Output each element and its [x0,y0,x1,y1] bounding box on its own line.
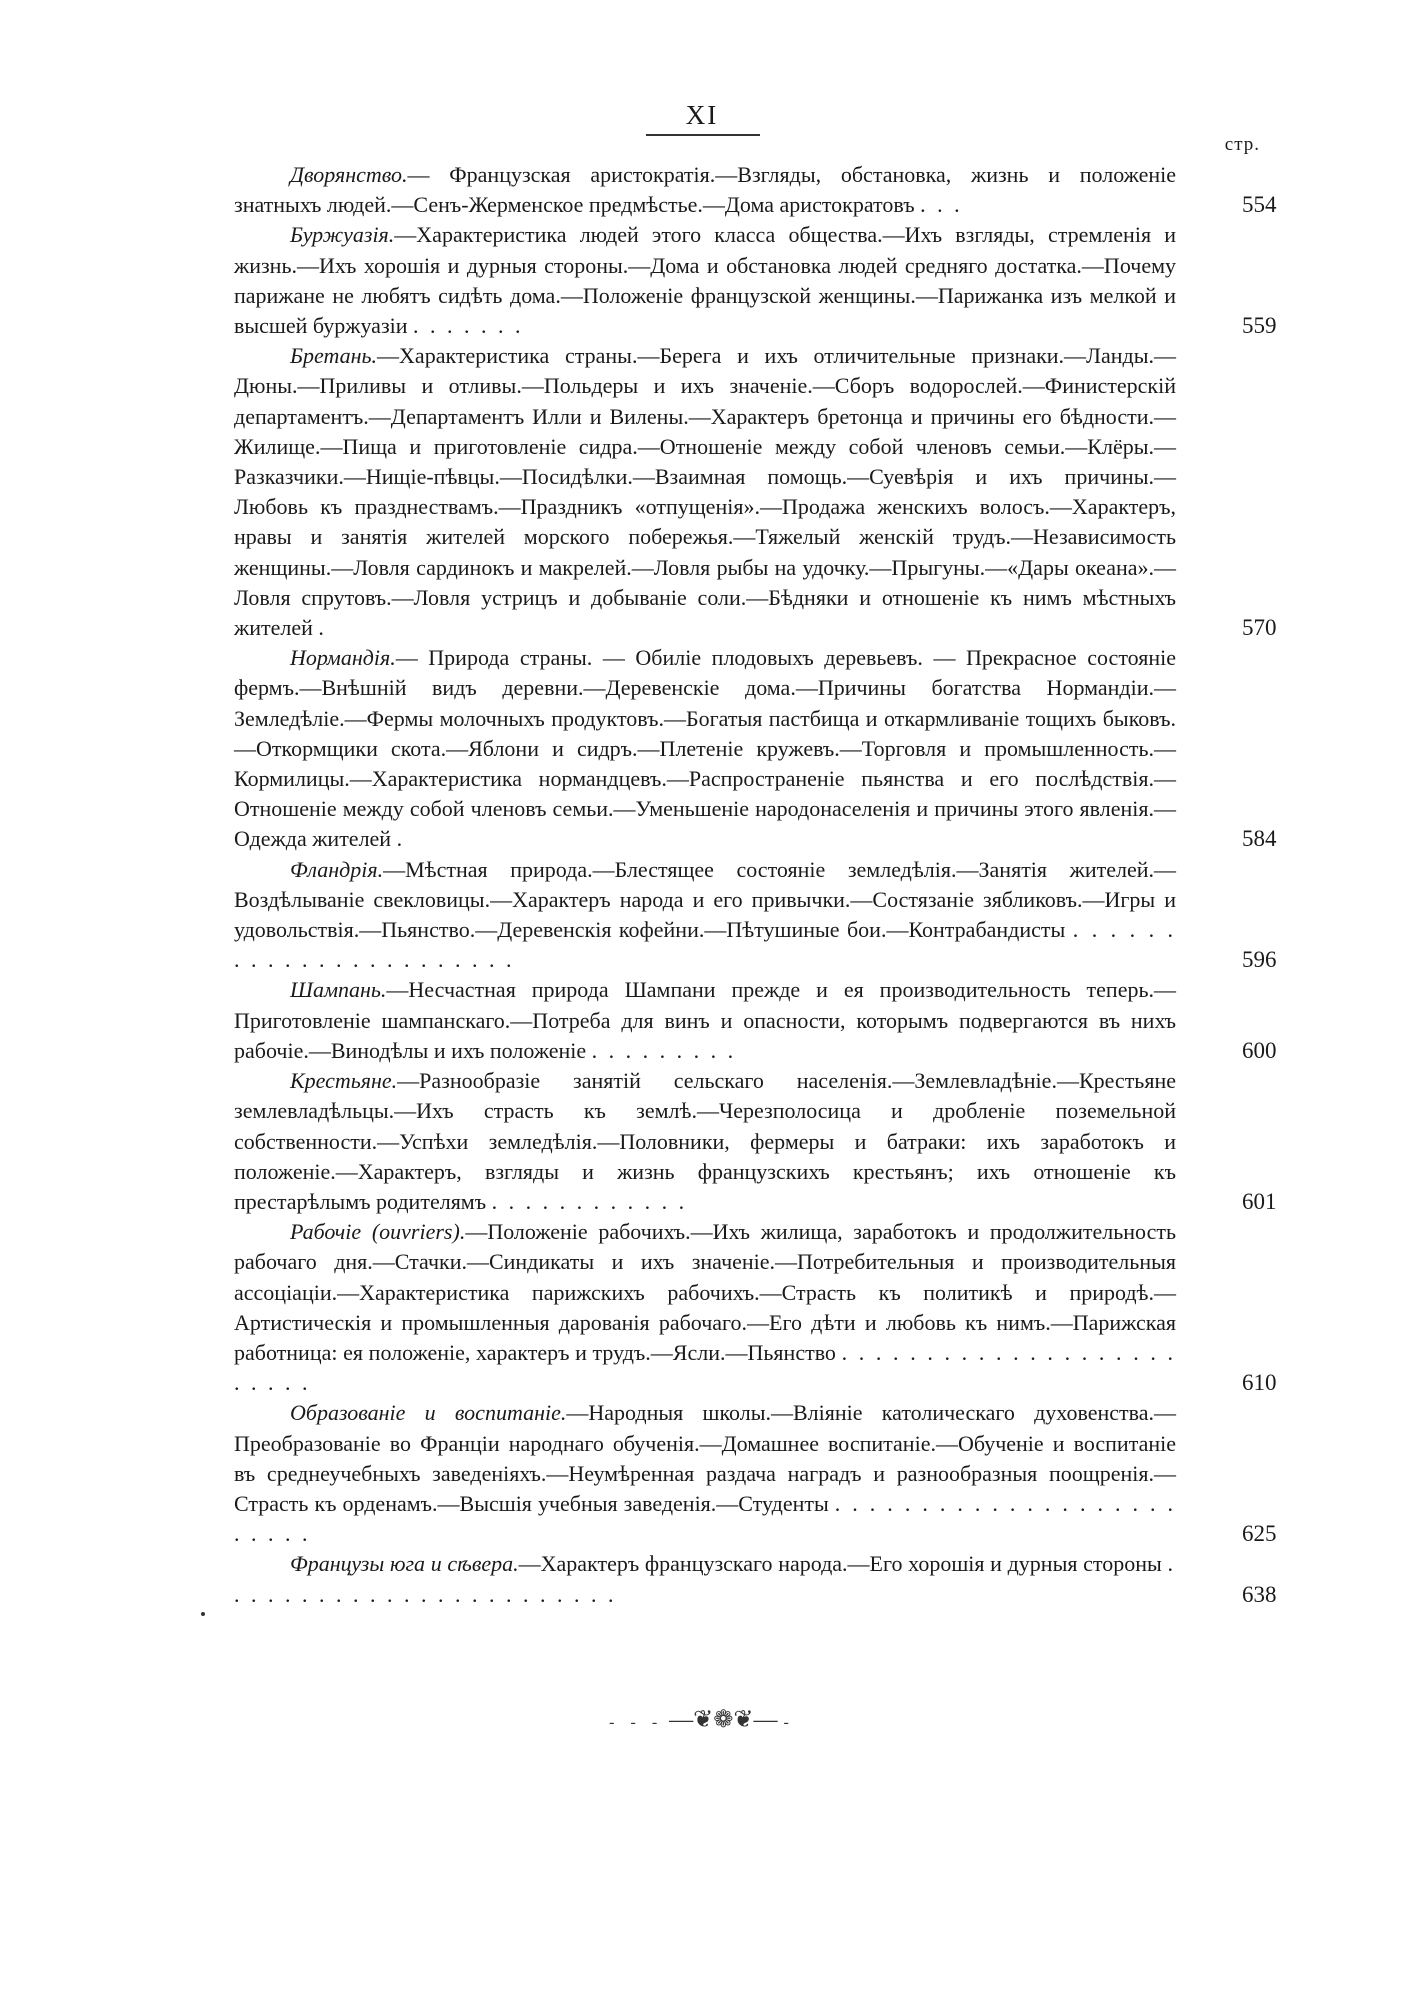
toc-entry-flanders [234,855,1277,976]
entry-leader-dots: . . . . . . . . . . . . . . . . . . . . . . . . . [234,1490,1177,1547]
entry-page-number: 596 [1242,947,1277,973]
toc-entry-brittany [234,341,1277,643]
entry-title: Крестьяне. [290,1068,398,1094]
toc-entry-peasants [234,1066,1277,1217]
entry-page-number: 638 [1242,1581,1277,1607]
entry-title: Фландрія. [290,856,384,882]
entry-leader-dots: . . . . . . . . . . . . . . . . . . . . . . . . . [234,1339,1177,1396]
entry-title: Шампань. [290,977,387,1003]
entry-title: Дворянство. [290,162,408,187]
entry-title: Нормандія. [290,645,396,671]
entry-text: — Французская аристократія.—Взгляды, обстановка, жизнь и положеніе знатныхъ людей.—Сенъ-Жерменское предмѣстье.—Дома аристократовъ [234,162,1176,218]
entry-page-number: 601 [1242,1188,1277,1214]
entry-text: —Характеристика страны.—Берега и ихъ отличительные признаки.—Ланды.—Дюны.—Приливы и отливы.—Польдеры и ихъ значеніе.—Сборъ водорослей.—Финистерскій департаментъ.—Департаментъ Илли и Вилены.—Характеръ бретонца и причины его бѣдности.—Жилище.—Пища и приготовленіе сидра.—Отношеніе между собой членовъ семьи.—Клёры.—Разказчики.—Нищіе-пѣвцы.—Посидѣлки.—Взаимная помощь.—Суевѣрія и ихъ причины.—Любовь къ празднествамъ.—Праздникъ «отпущенія».—Продажа женскихъ волосъ.—Характеръ, нравы и занятія жителей морского побережья.—Тяжелый женскій трудъ.—Независимость женщины.—Ловля сардинокъ и макрелей.—Ловля рыбы на удочку.—Прыгуны.—«Дары океана».—Ловля спрутовъ.—Ловля устрицъ и добываніе соли.—Бѣдняки и отношеніе къ нимъ мѣстныхъ жителей [234,343,1176,641]
entry-text: —Разнообразіе занятій сельскаго населенія.—Землевладѣніе.—Крестьяне землевладѣльцы.—Ихъ страсть къ землѣ.—Черезполосица и дробленіе поземельной собственности.—Успѣхи земледѣлія.—Половники, фермеры и батраки: ихъ заработокъ и положеніе.—Характеръ, взгляды и жизнь французскихъ крестьянъ; ихъ отношеніе къ престарѣлымъ родителямъ [234,1068,1176,1214]
table-of-contents [234,160,1277,1610]
entry-text: —Народныя школы.—Вліяніе католическаго духовенства.—Преобразованіе во Франціи народнаго обученія.—Домашнее воспитаніе.—Обученіе и воспитаніе въ среднеучебныхъ заведеніяхъ.—Неумѣренная раздача наградъ и разнообразныя поощренія.—Страсть къ орденамъ.—Высшія учебныя заведенія.—Студенты [234,1400,1176,1516]
entry-text: —Характеръ французскаго народа.—Его хорошія и дурныя стороны [518,1551,1162,1577]
toc-entry-champagne [234,975,1277,1066]
entry-text: —Положеніе рабочихъ.—Ихъ жилища, заработокъ и продолжительность рабочаго дня.—Стачки.—Синдикаты и ихъ значеніе.—Потребительныя и производительныя ассоціаціи.—Характеристика парижскихъ рабочихъ.—Страсть къ политикѣ и природѣ.—Артистическія и промышленныя дарованія рабочаго.—Его дѣти и любовь къ нимъ.—Парижская работница: ея положеніе, характеръ и трудъ.—Ясли.—Пьянство [234,1219,1177,1365]
header-rule-gap [760,134,798,136]
entry-page-number: 559 [1242,313,1277,339]
printing-speck [201,1612,205,1616]
entry-page-number: 554 [1242,192,1277,218]
entry-leader-dots: . [318,615,327,641]
entry-text: —Несчастная природа Шампани прежде и ея производительность теперь.—Приготовленіе шампанскаго.—Потреба для винъ и опасности, которымъ подвергаются въ нихъ рабочіе.—Винодѣлы и ихъ положеніе [234,977,1176,1063]
ornament-left-dashes: - - - [609,1714,664,1731]
entry-page-number: 625 [1242,1521,1277,1547]
entry-title: Образованіе и воспитаніе. [290,1400,567,1426]
entry-leader-dots: . . . . . . . [413,313,524,339]
entry-page-number: 600 [1242,1037,1277,1063]
fleuron-icon: —❦❁❦— [669,1707,778,1733]
toc-entry-workers [234,1217,1277,1398]
page-column-label: стр. [1224,134,1260,155]
entry-leader-dots: . . . . . . . . . . . . . . . . . . . . . . . [234,917,1177,973]
entry-leader-dots: . . . . . . . . . . . . . . . . . . . . . . . . [234,1551,1176,1607]
toc-entry-normandy [234,643,1277,854]
entry-text: —Мѣстная природа.—Блестящее состояніе земледѣлія.—Занятія жителей.—Воздѣлываніе свекловицы.—Характеръ народа и его привычки.—Состязаніе зябликовъ.—Игры и удовольствія.—Пьянство.—Деревенскія кофейни.—Пѣтушиные бои.—Контрабандисты [234,856,1176,943]
entry-text: —Характеристика людей этого класса общества.—Ихъ взгляды, стремленія и жизнь.—Ихъ хорошія и дурныя стороны.—Дома и обстановка людей средняго достатка.—Почему парижане не любятъ сидѣть дома.—Положеніе французской женщины.—Парижанка изъ мелкой и высшей буржуазіи [234,222,1176,339]
toc-entry-education [234,1398,1277,1549]
entry-leader-dots: . [396,826,406,852]
toc-entry-bourgeoisie [234,220,1277,341]
toc-entry-nobility [234,160,1277,220]
entry-leader-dots: . . . . . . . . . [591,1037,737,1063]
entry-title: Буржуазія. [290,222,395,248]
entry-page-number: 610 [1242,1370,1277,1396]
entry-text: — Природа страны. — Обиліе плодовыхъ деревьевъ. — Прекрасное состояніе фермъ.—Внѣшній видъ деревни.—Деревенскіе дома.—Причины богатства Нормандіи.—Земледѣліе.—Фермы молочныхъ продуктовъ.—Богатыя пастбища и откармливаніе тощихъ быковъ.—Откормщики скота.—Яблони и сидръ.—Плетеніе кружевъ.—Торговля и промышленность.—Кормилицы.—Характеристика нормандцевъ.—Распространеніе пьянства и его послѣдствія.—Отношеніе между собой членовъ семьи.—Уменьшеніе народонаселенія и причины этого явленія.—Одежда жителей [234,645,1176,852]
ornament-divider [0,1705,1404,1734]
entry-leader-dots: . . . [920,192,963,218]
entry-page-number: 570 [1242,615,1277,641]
entry-title: Французы юга и сѣвера. [290,1551,519,1577]
toc-entry-south-north [234,1549,1277,1609]
ornament-right-dash: - [783,1714,795,1731]
entry-leader-dots: . . . . . . . . . . . . [491,1188,688,1214]
entry-title: Бретань. [290,343,378,369]
entry-title: Рабочіе (ouvriers). [290,1219,466,1245]
page-number: XI [685,100,719,130]
entry-page-number: 584 [1242,826,1277,852]
